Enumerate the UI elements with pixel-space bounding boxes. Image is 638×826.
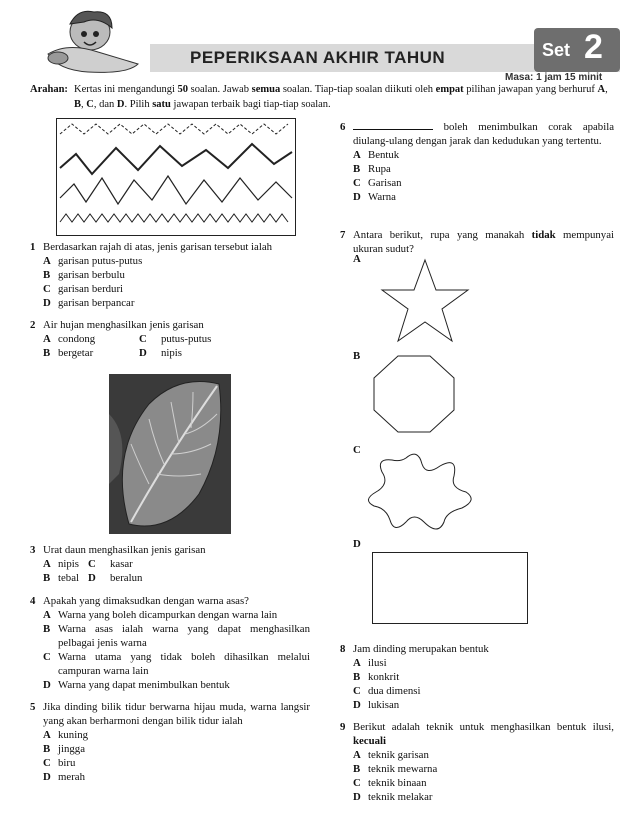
- option-b[interactable]: B jingga: [43, 743, 85, 755]
- option-c[interactable]: C dua dimensi: [353, 685, 421, 697]
- option-a[interactable]: A kuning: [43, 729, 88, 741]
- option-b[interactable]: B tebal: [43, 572, 79, 584]
- set-word: Set: [542, 40, 571, 60]
- question-number: 1: [30, 241, 36, 253]
- question-number: 4: [30, 595, 36, 607]
- instructions-label: Arahan:: [30, 84, 68, 95]
- instructions-text: Kertas ini mengandungi 50 soalan. Jawab semua soalan. Tiap-tiap soalan diikuti oleh empat pilihan jawapan yang berhuruf A, B, C, dan D. Pilih satu jawapan terbaik bagi tiap-tiap soalan.: [74, 84, 608, 110]
- option-b[interactable]: B bergetar: [43, 347, 94, 359]
- left-column: [30, 0, 310, 826]
- option-b[interactable]: B garisan berbulu: [43, 269, 125, 281]
- rectangle-shape[interactable]: [372, 552, 528, 624]
- question-number: 5: [30, 701, 36, 713]
- shape-label-c: C: [353, 444, 361, 456]
- shape-label-b: B: [353, 350, 361, 362]
- question-number: 7: [340, 229, 346, 241]
- question-8: [340, 642, 614, 712]
- option-d[interactable]: D Warna: [353, 191, 396, 203]
- option-a[interactable]: A teknik garisan: [353, 749, 429, 761]
- option-c[interactable]: C Warna utama yang tidak boleh dihasilkan melalui campuran warna lain: [43, 651, 310, 677]
- leaf-photo: [109, 374, 231, 534]
- question-9: [340, 720, 614, 804]
- option-a[interactable]: A garisan putus-putus: [43, 255, 143, 267]
- answer-blank: [353, 120, 433, 130]
- question-text: Antara berikut, rupa yang manakah tidak mempunyai ukuran sudut?: [353, 229, 614, 255]
- option-c[interactable]: C Garisan: [353, 177, 402, 189]
- shape-label-a: A: [353, 253, 361, 265]
- question-text: Jam dinding merupakan bentuk: [353, 643, 489, 655]
- question-text: boleh menimbulkan corak apabila diulang-ulang dengan jarak dan kedudukan yang tertentu.: [353, 121, 614, 147]
- question-7: [340, 228, 614, 256]
- right-column: [340, 0, 614, 826]
- option-c[interactable]: C teknik binaan: [353, 777, 427, 789]
- question-text: Jika dinding bilik tidur berwarna hijau muda, warna langsir yang akan berharmoni dengan bilik tidur ialah: [43, 701, 310, 727]
- question-text: Berdasarkan rajah di atas, jenis garisan tersebut ialah: [43, 241, 273, 253]
- star-shape[interactable]: [380, 258, 470, 344]
- question-number: 3: [30, 544, 36, 556]
- option-d[interactable]: D beralun: [88, 572, 143, 584]
- option-a[interactable]: A ilusi: [353, 657, 387, 669]
- question-3: [30, 543, 310, 585]
- question-6: [340, 120, 614, 204]
- octagon-shape[interactable]: [372, 354, 456, 434]
- line-types-figure: [56, 118, 296, 236]
- question-2: [30, 318, 310, 360]
- option-c[interactable]: C biru: [43, 757, 76, 769]
- question-number: 8: [340, 643, 346, 655]
- option-d[interactable]: D merah: [43, 771, 85, 783]
- option-d[interactable]: D teknik melakar: [353, 791, 433, 803]
- option-a[interactable]: A nipis: [43, 558, 79, 570]
- option-d[interactable]: D nipis: [139, 347, 182, 359]
- option-d[interactable]: D lukisan: [353, 699, 400, 711]
- question-4: [30, 594, 310, 692]
- question-number: 9: [340, 721, 346, 733]
- time-allowed: Masa: 1 jam 15 minit: [505, 72, 603, 83]
- question-1: [30, 240, 310, 310]
- option-c[interactable]: C putus-putus: [139, 333, 212, 345]
- set-number: 2: [584, 28, 603, 66]
- option-d[interactable]: D garisan berpancar: [43, 297, 135, 309]
- option-a[interactable]: A Bentuk: [353, 149, 400, 161]
- question-number: 2: [30, 319, 36, 331]
- option-c[interactable]: C kasar: [88, 558, 133, 570]
- option-a[interactable]: A condong: [43, 333, 96, 345]
- option-b[interactable]: B Rupa: [353, 163, 391, 175]
- option-c[interactable]: C garisan berduri: [43, 283, 124, 295]
- option-b[interactable]: B teknik mewarna: [353, 763, 438, 775]
- question-text: Apakah yang dimaksudkan dengan warna asas?: [43, 595, 249, 607]
- question-5: [30, 700, 310, 784]
- shape-label-d: D: [353, 538, 361, 550]
- question-number: 6: [340, 121, 346, 133]
- option-d[interactable]: D Warna yang dapat menimbulkan bentuk: [43, 679, 230, 691]
- option-b[interactable]: B konkrit: [353, 671, 400, 683]
- organic-shape[interactable]: [366, 450, 476, 534]
- page-title: PEPERIKSAAN AKHIR TAHUN: [190, 48, 446, 67]
- question-text: Urat daun menghasilkan jenis garisan: [43, 544, 206, 556]
- option-b[interactable]: B Warna asas ialah warna yang dapat menghasilkan pelbagai jenis warna: [43, 623, 310, 649]
- question-text: Berikut adalah teknik untuk menghasilkan bentuk ilusi, kecuali: [353, 721, 614, 747]
- option-a[interactable]: A Warna yang boleh dicampurkan dengan warna lain: [43, 609, 278, 621]
- question-text: Air hujan menghasilkan jenis garisan: [43, 319, 204, 331]
